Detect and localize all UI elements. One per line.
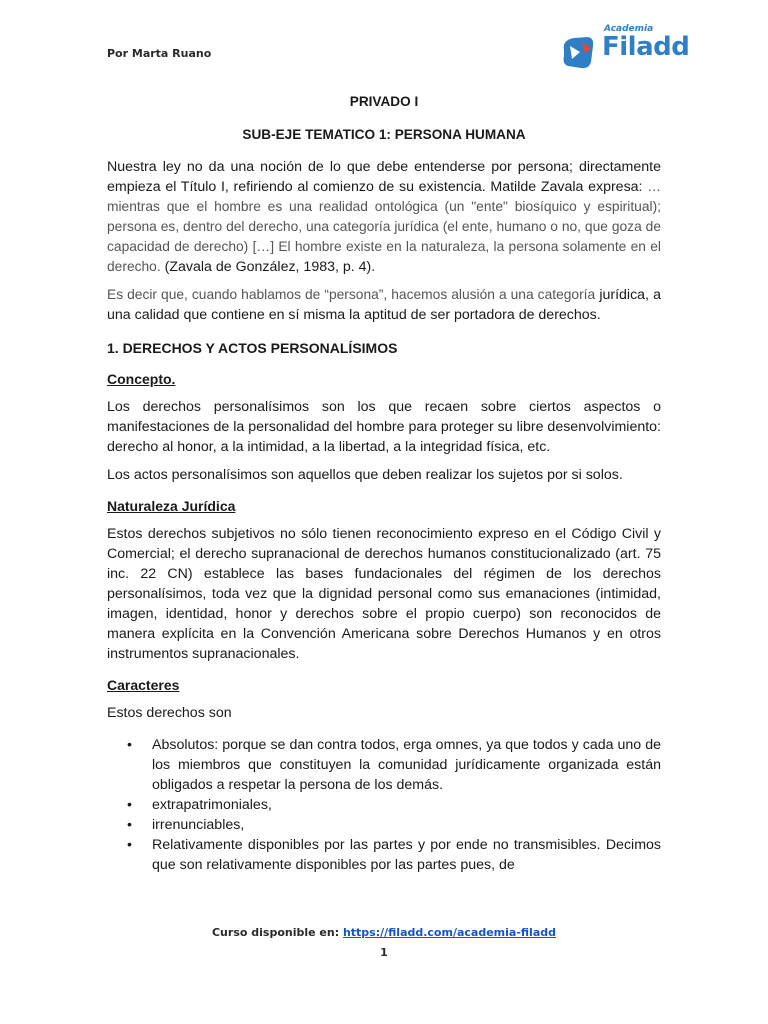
logo-big-text: Filadd: [602, 32, 690, 62]
intro-paragraph: [107, 157, 661, 277]
caracteres-intro: Estos derechos son: [107, 705, 232, 721]
list-item: • irrenunciables,: [107, 815, 661, 835]
logo-small-text: Academia: [604, 24, 654, 34]
intro-quote: …mientras que el hombre es una realidad ontológica (un "ente" biosíquico y espiritual); persona es, dentro del derecho, una categoría jurídica (el ente, humano o no, que goza de capacidad de derecho) […] El hombre existe en la naturaleza, la persona solamente en el derecho.: [107, 179, 661, 274]
academia-filadd-logo: [558, 24, 690, 74]
section-heading-derechos: 1. DERECHOS Y ACTOS PERSONALÍSIMOS: [107, 340, 398, 356]
document-title: PRIVADO I: [349, 94, 419, 109]
list-item: • Relativamente disponibles por las partes y por ende no transmisibles. Decimos que son relativamente disponibles por las partes pues, de: [107, 835, 661, 875]
document-subtitle: SUB-EJE TEMATICO 1: PERSONA HUMANA: [242, 127, 526, 142]
course-link[interactable]: https://filadd.com/academia-filadd: [342, 926, 556, 939]
filadd-logo-icon: [558, 32, 598, 72]
heading-naturaleza: Naturaleza Jurídica: [107, 498, 236, 514]
heading-caracteres: Caracteres: [107, 677, 180, 693]
heading-concepto: Concepto.: [107, 371, 176, 387]
naturaleza-paragraph: Estos derechos subjetivos no sólo tienen reconocimiento expreso en el Código Civil y Comercial; el derecho supranacional de derechos humanos constitucionalizado (art. 75 inc. 22 CN) establece las bases fundacionales del régimen de los derechos personalísimos, toda vez que la dignidad personal como sus emanaciones (intimidad, imagen, identidad, honor y derechos sobre el propio cuerpo) son reconocidos de manera explícita en la Convención Americana sobre Derechos Humanos y en otros instrumentos supranacionales.: [107, 526, 661, 662]
persona-text-end: jurídica, a una calidad que contiene en sí misma la aptitud de ser portadora de derechos.: [107, 287, 662, 323]
footer-label: Curso disponible en:: [211, 926, 343, 939]
list-item: • Absolutos: porque se dan contra todos, erga omnes, ya que todos y cada uno de los miembros que constituyen la comunidad jurídicamente organizada están obligados a respetar la persona de los demás.: [107, 735, 661, 795]
list-item: • extrapatrimoniales,: [107, 795, 661, 815]
page-number: 1: [380, 946, 388, 959]
concepto-paragraph-1: Los derechos personalísimos son los que recaen sobre ciertos aspectos o manifestaciones de la personalidad del hombre para proteger su libre desenvolvimiento: derecho al honor, a la intimidad, a la libertad, a la integridad física, etc.: [107, 399, 661, 455]
caracteres-list: [107, 735, 661, 875]
persona-text-start: Es decir que, cuando hablamos de “persona”, hacemos alusión a una categoría: [107, 287, 596, 302]
footer-course-line: [0, 926, 768, 939]
intro-citation: (Zavala de González, 1983, p. 4).: [160, 259, 376, 275]
document-body: [107, 86, 661, 875]
author-name: Por Marta Ruano: [107, 47, 212, 60]
persona-paragraph: [107, 285, 661, 325]
intro-text: Nuestra ley no da una noción de lo que debe entenderse por persona; directamente empieza el Título I, refiriendo al comienzo de su existencia. Matilde Zavala expresa:: [107, 159, 661, 195]
concepto-paragraph-2: Los actos personalísimos son aquellos que deben realizar los sujetos por si solos.: [107, 467, 623, 483]
